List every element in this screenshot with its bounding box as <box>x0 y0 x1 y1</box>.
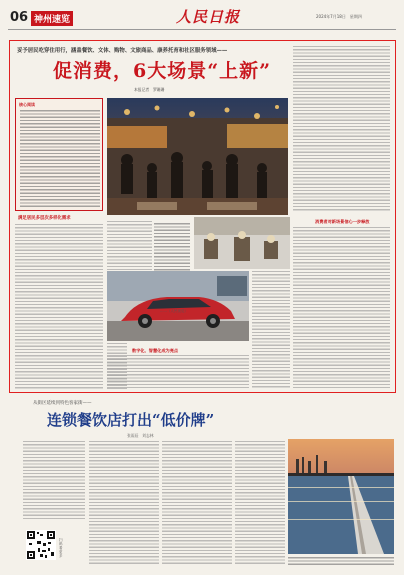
qr-caption: 扫码看更多 <box>59 538 63 558</box>
page-header <box>0 0 404 38</box>
bottom-photo-caption <box>288 557 394 566</box>
bottom-kicker: 从街区延续到特色客家街—— <box>33 401 92 406</box>
night-market-photo <box>107 98 288 215</box>
page-number: 06 <box>10 10 29 25</box>
sea-bridge-photo <box>288 439 394 554</box>
photo-caption-2: ……（人民视觉） <box>160 309 188 313</box>
bottom-byline: 张雨辰 刘志林 <box>127 433 154 438</box>
header-rule <box>8 29 396 30</box>
photo-caption-1 <box>152 221 192 276</box>
qr-code[interactable] <box>26 530 56 560</box>
subhead-1: 满足居民多层次多样化需求 <box>18 216 71 221</box>
date-line: 2024年7月18日 星期四 <box>316 14 362 19</box>
section-label: 神州速览 <box>31 11 73 26</box>
exhibition-photo <box>194 217 290 269</box>
masthead-logo: 人民日报 <box>176 8 241 26</box>
car-photo <box>107 271 249 341</box>
feature-kicker: 妥予居民吃穿住用行，涵盖餐饮、文体、购物、文旅商品、康养托育和社区服务领域—— <box>17 48 228 54</box>
feature-byline: 本报记者 罗珊珊 <box>134 87 165 92</box>
subhead-2: 数字化、智慧化成为亮点 <box>132 348 179 353</box>
bottom-headline: 连锁餐饮店打出“低价牌” <box>47 411 215 429</box>
lead-box <box>15 98 103 211</box>
feature-article[interactable] <box>9 40 396 393</box>
feature-headline: 促消费，6大场景“上新” <box>53 60 272 82</box>
lead-label: 核心阅读 <box>19 102 35 107</box>
bottom-article[interactable] <box>9 397 396 572</box>
subhead-3: 消费者对新场景信心一步释放 <box>315 219 370 224</box>
